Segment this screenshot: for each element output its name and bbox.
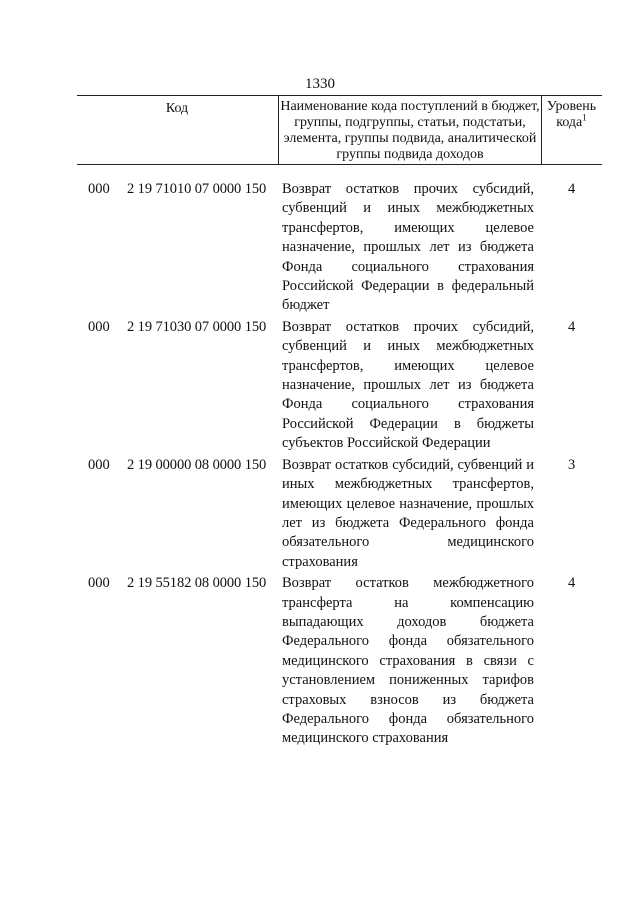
header-name-column: [278, 96, 542, 164]
row-name: Возврат остатков межбюджетного трансферта на компенсацию выпадающих доходов бюджета Федерального фонда обязательного медицинского страхования в связи с установлением пониженных тарифов страховых взносов из бюджета Федерального фонда обязательного медицинского страхования: [282, 575, 534, 747]
row-level: 4: [568, 575, 576, 592]
row-level: 3: [568, 456, 576, 473]
page-number: 1330: [305, 76, 335, 92]
header-code-column: [77, 96, 277, 164]
row-code: 2 19 00000 08 0000 150: [127, 456, 267, 473]
row-name: Возврат остатков субсидий, субвенций и иных межбюджетных трансфертов, имеющих целевое назначение, прошлых лет из бюджета Федерального фонда обязательного медицинского страхования: [282, 456, 534, 570]
table-row: [0, 456, 640, 572]
row-prefix: 000: [88, 575, 110, 592]
header-level-column: [541, 96, 602, 164]
header-level-text: [541, 96, 602, 131]
row-level: 4: [568, 181, 576, 197]
row-name: Возврат остатков прочих субсидий, субвенций и иных межбюджетных трансфертов, имеющих целевое назначение, прошлых лет из бюджета Фонда социального страхования Российской Федерации в бюджеты субъектов Российской Федерации: [282, 318, 534, 452]
header-name-label: Наименование кода поступлений в бюджет, группы, подгруппы, статьи, подстатьи, элемента, группы подвида, аналитической группы подвида доходов: [280, 99, 540, 162]
row-prefix: 000: [88, 318, 110, 335]
header-code-label: Код: [165, 101, 189, 116]
row-prefix: 000: [88, 456, 110, 473]
row-level: 4: [568, 318, 576, 335]
row-code: 2 19 71010 07 0000 150: [127, 181, 267, 197]
header-level-label: Уровень кода: [546, 99, 597, 130]
table-header: [77, 95, 602, 165]
row-name: Возврат остатков прочих субсидий, субвенций и иных межбюджетных трансфертов, имеющих целевое назначение, прошлых лет из бюджета Фонда социального страхования Российской Федерации в федеральный бюджет: [282, 181, 534, 314]
table-body: [0, 180, 640, 749]
table-row: [0, 180, 640, 316]
table-row: [0, 574, 640, 749]
table-row: [0, 318, 640, 454]
header-level-footnote: 1: [582, 112, 587, 123]
row-code: 2 19 55182 08 0000 150: [127, 575, 267, 592]
row-prefix: 000: [88, 181, 110, 197]
row-code: 2 19 71030 07 0000 150: [127, 318, 267, 335]
